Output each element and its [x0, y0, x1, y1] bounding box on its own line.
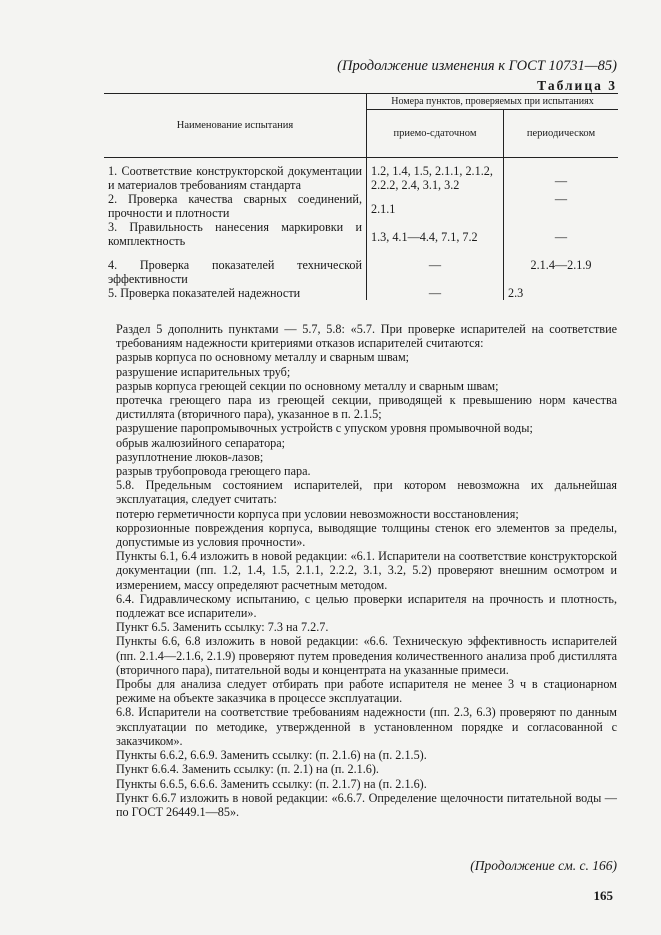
row-name: 3. Правильность нанесения маркировки и комплектность — [108, 220, 362, 248]
paragraph: разрыв трубопровода греющего пара. — [116, 464, 311, 479]
row-acceptance: — — [367, 286, 504, 300]
col-header-acceptance: приемо-сдаточном — [367, 110, 504, 158]
paragraph: разрыв корпуса по основному металлу и сварным швам; — [116, 350, 410, 365]
paragraph: Пробы для анализа следует отбирать при работе испарителя не менее 3 ч в стационарном режиме на объекте заказчика в процессе эксплуатации. — [116, 677, 617, 706]
row-periodic: — — [504, 192, 619, 220]
paragraph: разрыв корпуса греющей секции по основному металлу и сварным швам; — [116, 378, 499, 393]
paragraph: обрыв жалюзийного сепаратора; — [116, 435, 286, 450]
table-row — [104, 248, 618, 286]
paragraph: 6.8. Испарители на соответствие требованиям надежности (пп. 2.3, 6.3) проверяют по данным эксплуатации по методике, утвержденной в установленном порядке и согласованной с заказчиком». — [116, 705, 617, 748]
row-name: 4. Проверка показателей технической эффективности — [108, 258, 362, 286]
paragraph: Пункт 6.6.7 изложить в новой редакции: «6.6.7. Определение щелочности питательной воды — по ГОСТ 26449.1—85». — [116, 790, 617, 819]
table-row — [104, 164, 618, 192]
paragraph: 5.8. Предельным состоянием испарителей, при котором невозможна их дальнейшая эксплуатация, следует считать: — [116, 478, 617, 507]
continuation-note: (Продолжение см. с. 166) — [470, 858, 617, 873]
table-row — [104, 220, 618, 248]
table-row — [104, 286, 618, 300]
paragraph: Пункты 6.6, 6.8 изложить в новой редакции: «6.6. Техническую эффективность испарителей (пп. 2.1.4—2.1.6, 2.1.9) проверяют путем проведения количественного анализа проб дистиллята (вторичного пара), питательной воды и концентрата на указанные примеси. — [116, 634, 617, 677]
row-acceptance: 1.3, 4.1—4.4, 7.1, 7.2 — [367, 220, 504, 248]
paragraph: разрушение испарительных труб; — [116, 364, 291, 379]
paragraph: Раздел 5 дополнить пунктами — 5.7, 5.8: «5.7. При проверке испарителей на соответствие требованиям надежности критериями отказов испарителей считаются: — [116, 322, 617, 351]
row-periodic: 2.1.4—2.1.9 — [504, 248, 619, 286]
paragraph: протечка греющего пара из греющей секции, приводящей к превышению норм качества дистиллята (вторичного пара), указанное в п. 2.1.5; — [116, 393, 617, 422]
paragraph: 6.4. Гидравлическому испытанию, с целью проверки испарителя на прочность и плотность, подлежат все испарители». — [116, 591, 617, 621]
row-name: 5. Проверка показателей надежности — [108, 286, 301, 300]
paragraph: разуплотнение люков-лазов; — [116, 449, 264, 464]
paragraph: Пункт 6.5. Заменить ссылку: 7.3 на 7.2.7. — [116, 620, 329, 635]
row-acceptance: 1.2, 1.4, 1.5, 2.1.1, 2.1.2, 2.2.2, 2.4, 3.1, 3.2 — [367, 164, 504, 192]
body-text — [116, 322, 617, 819]
paragraph: разрушение паропромывочных устройств с упуском уровня промывочной воды; — [116, 421, 533, 436]
row-periodic: — — [504, 164, 619, 192]
paragraph: Пункты 6.6.2, 6.6.9. Заменить ссылку: (п. 2.1.6) на (п. 2.1.5). — [116, 748, 427, 763]
row-periodic: — — [504, 220, 619, 248]
paragraph: коррозионные повреждения корпуса, выводящие толщины стенок его элементов за пределы, допустимые из условия прочности». — [116, 520, 617, 550]
row-acceptance: 2.1.1 — [367, 192, 504, 220]
paragraph: Пункты 6.1, 6.4 изложить в новой редакции: «6.1. Испарители на соответствие конструкторской документации (пп. 1.2, 1.4, 1.5, 2.1.1, 2.2.2, 3.1, 3.2, 5.2) проверяют внешним осмотром и измерением, массу определяют расчетным методом. — [116, 549, 617, 592]
paragraph: Пункты 6.6.5, 6.6.6. Заменить ссылку: (п. 2.1.7) на (п. 2.1.6). — [116, 776, 427, 791]
col-header-periodic: периодическом — [504, 110, 619, 158]
paragraph: потерю герметичности корпуса при условии невозможности восстановления; — [116, 506, 519, 521]
test-table — [104, 93, 618, 300]
col-header-group: Номера пунктов, проверяемых при испытаниях — [367, 94, 619, 110]
page-number: 165 — [593, 888, 613, 903]
row-acceptance: — — [367, 248, 504, 286]
col-header-name: Наименование испытания — [104, 94, 367, 158]
table-row — [104, 192, 618, 220]
row-periodic: 2.3 — [504, 286, 619, 300]
paragraph: Пункт 6.6.4. Заменить ссылку: (п. 2.1) на (п. 2.1.6). — [116, 762, 379, 777]
row-name: 2. Проверка качества сварных соединений, прочности и плотности — [108, 192, 362, 220]
row-name: 1. Соответствие конструкторской документации и материалов требованиям стандарта — [108, 164, 362, 192]
page-header: (Продолжение изменения к ГОСТ 10731—85) — [337, 58, 617, 74]
table-caption: Таблица 3 — [537, 78, 617, 93]
